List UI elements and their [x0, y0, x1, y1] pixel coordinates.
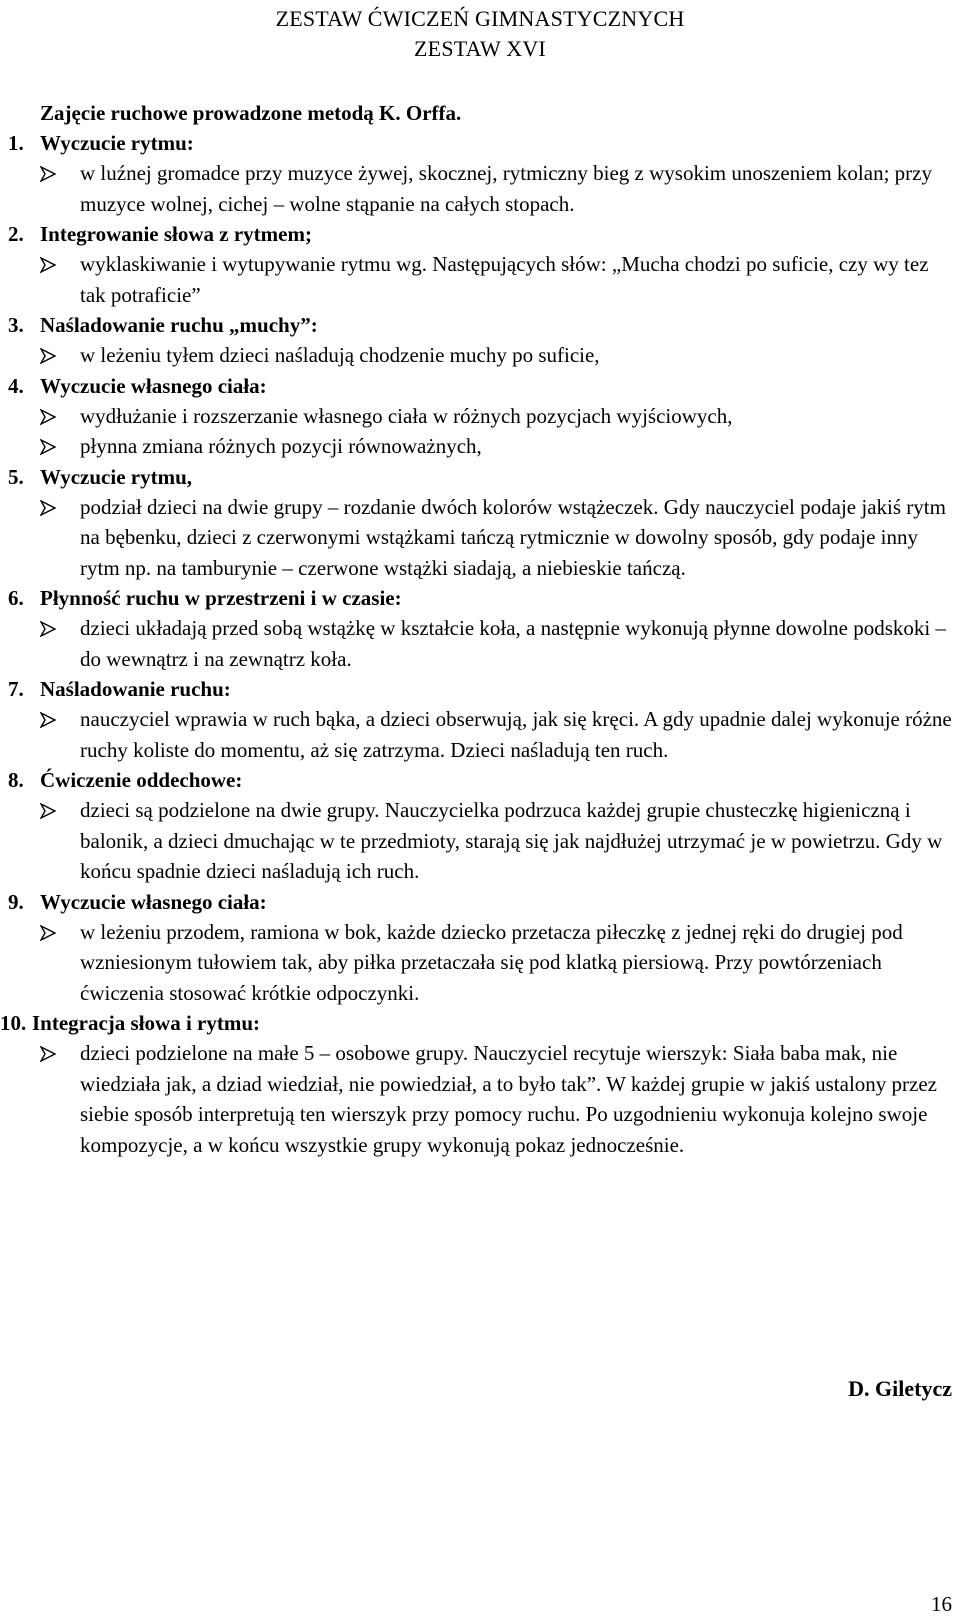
section-heading — [8, 583, 952, 613]
section-number: 6. — [8, 586, 24, 610]
arrow-bullet-icon — [40, 340, 80, 371]
arrow-bullet-icon — [40, 158, 80, 219]
bullet-text: płynna zmiana różnych pozycji równoważnych, — [80, 434, 482, 458]
arrow-bullet-icon — [40, 492, 80, 584]
section-heading — [8, 310, 952, 340]
exercise-section — [8, 371, 952, 462]
bullet-item — [40, 431, 952, 462]
document-title: ZESTAW ĆWICZEŃ GIMNASTYCZNYCH — [275, 6, 685, 31]
arrow-bullet-icon — [40, 1038, 80, 1160]
section-number: 4. — [8, 373, 24, 398]
section-heading — [8, 462, 952, 492]
section-heading-text: Wyczucie rytmu: — [40, 131, 194, 155]
section-heading — [8, 128, 952, 158]
bullet-item — [40, 401, 952, 432]
section-heading — [0, 1008, 952, 1038]
section-heading — [8, 371, 952, 401]
bullet-item — [40, 795, 952, 887]
bullet-item — [40, 917, 952, 1009]
section-number: 8. — [8, 768, 24, 792]
signature: D. Giletycz — [848, 1376, 952, 1401]
bullet-item — [40, 704, 952, 765]
section-number: 5. — [8, 464, 24, 489]
exercise-section — [8, 128, 952, 219]
section-number: 1. — [8, 131, 24, 155]
exercise-section — [8, 887, 952, 1009]
section-heading-text: Płynność ruchu w przestrzeni i w czasie: — [40, 586, 402, 610]
section-heading-text: Ćwiczenie oddechowe: — [40, 768, 243, 792]
title-block — [0, 4, 960, 64]
arrow-bullet-icon — [40, 917, 80, 1009]
section-heading-text: Wyczucie rytmu, — [40, 464, 193, 489]
sections-list — [0, 128, 952, 1160]
section-heading-text: Naśladowanie ruchu: — [40, 677, 231, 701]
section-number: 3. — [8, 313, 24, 337]
arrow-bullet-icon — [40, 249, 80, 310]
exercise-section — [8, 674, 952, 765]
section-heading — [8, 765, 952, 795]
section-heading — [8, 219, 952, 249]
section-heading-text: Wyczucie własnego ciała: — [40, 373, 267, 398]
exercise-section — [8, 765, 952, 887]
bullet-text: w luźnej gromadce przy muzyce żywej, skocznej, rytmiczny bieg z wysokim unoszeniem kolan; przy muzyce wolnej, cichej – wolne stąpanie na całych stopach. — [80, 161, 932, 216]
arrow-bullet-icon — [40, 431, 80, 462]
arrow-bullet-icon — [40, 401, 80, 432]
section-heading — [8, 674, 952, 704]
arrow-bullet-icon — [40, 795, 80, 887]
arrow-bullet-icon — [40, 613, 80, 674]
document-body — [0, 98, 952, 1160]
page-number: 16 — [931, 1592, 952, 1616]
section-heading-text: Integrowanie słowa z rytmem; — [40, 222, 312, 246]
bullet-text: dzieci podzielone na małe 5 – osobowe grupy. Nauczyciel recytuje wierszyk: Siała baba mak, nie wiedziała jak, a dziad wiedział, nie powiedział, a to było tak”. W każdej grupie w jakiś ustalony przez siebie sposób interpretują ten wierszyk przy pomocy ruchu. Po uzgodnieniu wykonuja kolejno swoje kompozycje, a w końcu wszystkie grupy wykonują pokaz jednocześnie. — [80, 1041, 937, 1157]
exercise-section — [8, 462, 952, 584]
section-heading-text: Wyczucie własnego ciała: — [40, 889, 267, 914]
exercise-section — [8, 583, 952, 674]
section-heading-text: Integracja słowa i rytmu: — [32, 1011, 261, 1035]
bullet-item — [40, 249, 952, 310]
exercise-section — [8, 219, 952, 310]
bullet-item — [40, 1038, 952, 1160]
bullet-text: nauczyciel wprawia w ruch bąka, a dzieci obserwują, jak się kręci. A gdy upadnie dalej wykonuje różne ruchy koliste do momentu, aż się zatrzyma. Dzieci naśladują ten ruch. — [80, 707, 952, 762]
section-number: 9. — [8, 889, 24, 914]
bullet-item — [40, 492, 952, 584]
bullet-text: podział dzieci na dwie grupy – rozdanie dwóch kolorów wstążeczek. Gdy nauczyciel podaje jakiś rytm na bębenku, dzieci z czerwonymi wstążkami tańczą rytmicznie w dowolny sposób, gdy podaje inny rytm np. na tamburynie – czerwone wstążki siadają, a niebieskie tańczą. — [80, 494, 946, 580]
bullet-item — [40, 340, 952, 371]
bullet-item — [40, 613, 952, 674]
exercise-section — [8, 310, 952, 371]
bullet-text: dzieci są podzielone na dwie grupy. Nauczycielka podrzuca każdej grupie chusteczkę higieniczną i balonik, a dzieci dmuchając w te przedmioty, starają się jak najdłużej utrzymać je w powietrzu. Gdy w końcu spadnie dzieci naśladują ich ruch. — [80, 798, 943, 883]
bullet-item — [40, 158, 952, 219]
section-number: 2. — [8, 222, 24, 246]
bullet-text: w leżeniu przodem, ramiona w bok, każde dziecko przetacza piłeczkę z jednej ręki do drugiej pod wzniesionym tułowiem tak, aby piłka przetaczała się pod klatką piersiową. Przy powtórzeniach ćwiczenia stosować krótkie odpoczynki. — [80, 919, 903, 1005]
section-number: 7. — [8, 677, 24, 701]
section-heading-text: Naśladowanie ruchu „muchy”: — [40, 313, 318, 337]
intro-line: Zajęcie ruchowe prowadzone metodą K. Orffa. — [40, 101, 462, 125]
section-number: 10. — [0, 1011, 27, 1035]
section-heading — [8, 887, 952, 917]
bullet-text: wyklaskiwanie i wytupywanie rytmu wg. Następujących słów: „Mucha chodzi po suficie, czy wy tez tak potraficie” — [80, 252, 929, 307]
arrow-bullet-icon — [40, 704, 80, 765]
bullet-text: w leżeniu tyłem dzieci naśladują chodzenie muchy po suficie, — [80, 343, 600, 367]
bullet-text: wydłużanie i rozszerzanie własnego ciała w różnych pozycjach wyjściowych, — [80, 403, 733, 428]
document-subtitle: ZESTAW XVI — [414, 36, 546, 61]
exercise-section — [0, 1008, 952, 1160]
bullet-text: dzieci układają przed sobą wstążkę w kształcie koła, a następnie wykonują płynne dowolne podskoki – do wewnątrz i na zewnątrz koła. — [80, 616, 946, 671]
